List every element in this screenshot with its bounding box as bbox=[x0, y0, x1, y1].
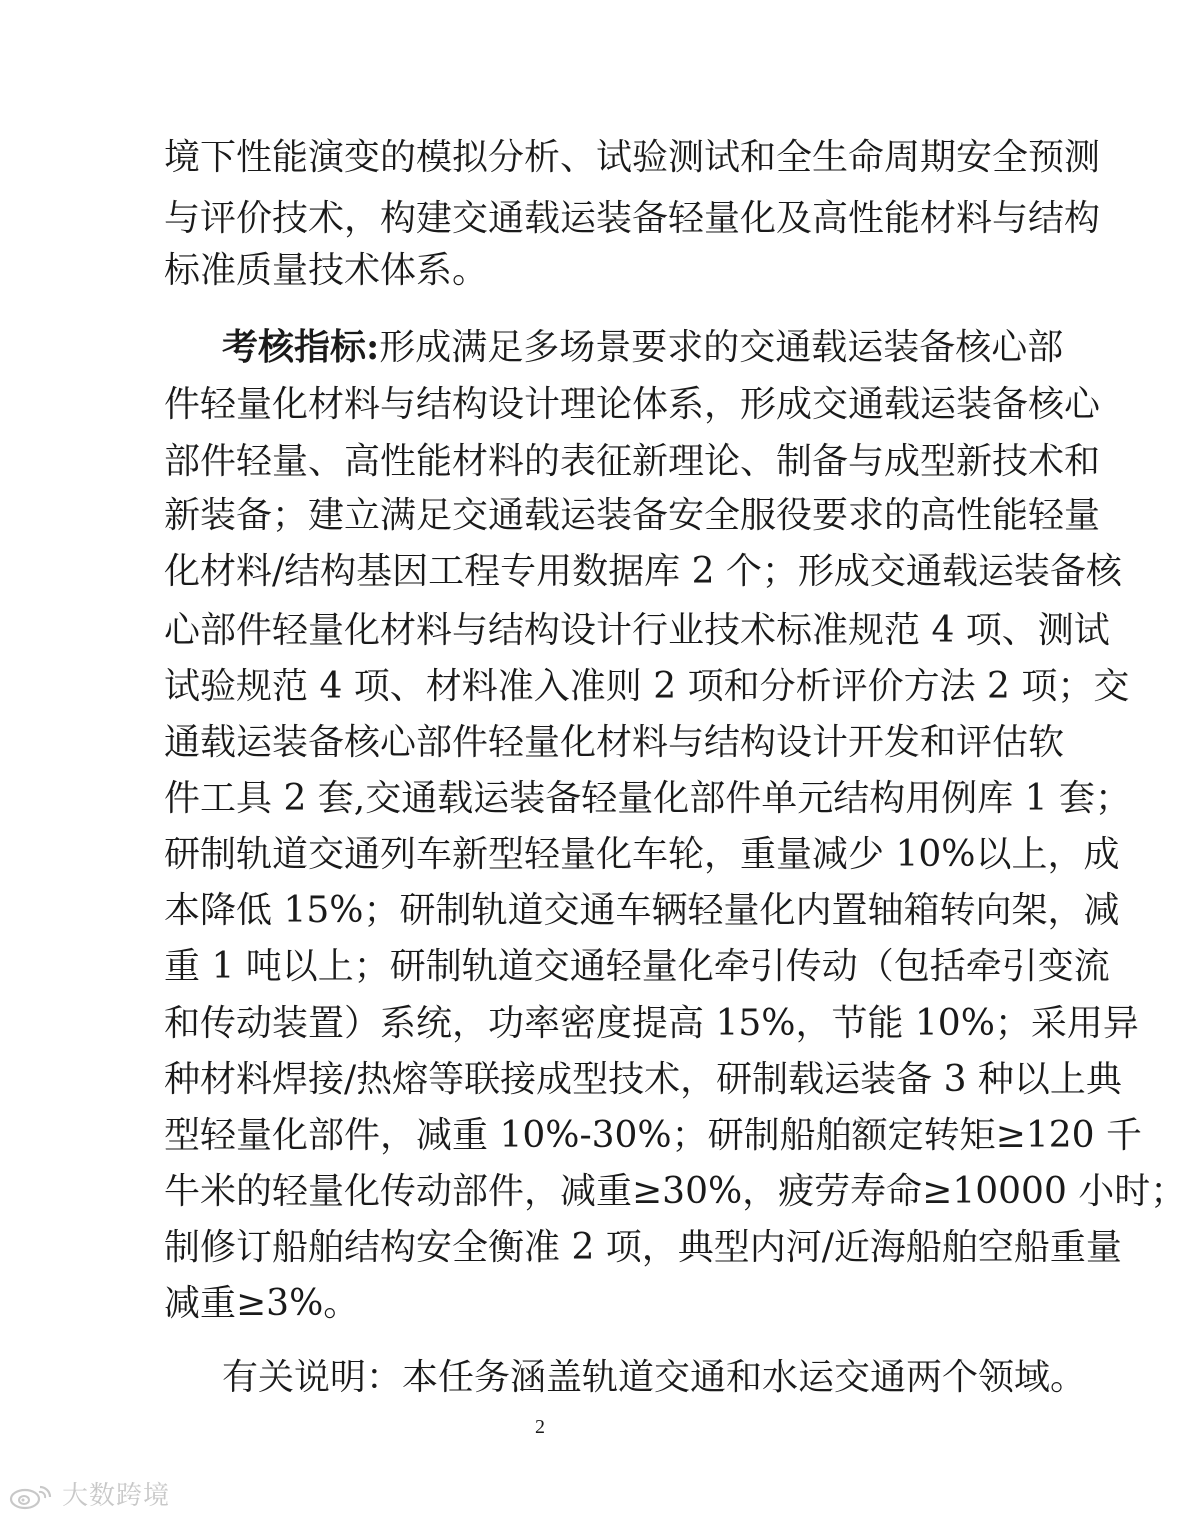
paragraph-line: 牛米的轻量化传动部件，减重≥30%，疲劳寿命≥10000 小时； bbox=[164, 1171, 1186, 1212]
paragraph-line: 型轻量化部件，减重 10%-30%；研制船舶额定转矩≥120 千 bbox=[164, 1115, 1142, 1156]
paragraph-line: 制修订船舶结构安全衡准 2 项，典型内河/近海船舶空船重量 bbox=[164, 1227, 1122, 1268]
paragraph-line: 部件轻量、高性能材料的表征新理论、制备与成型新技术和 bbox=[164, 441, 1101, 482]
watermark bbox=[8, 1478, 170, 1514]
paragraph-line: 件轻量化材料与结构设计理论体系，形成交通载运装备核心 bbox=[164, 384, 1101, 425]
paragraph-line: 新装备；建立满足交通载运装备安全服役要求的高性能轻量 bbox=[164, 495, 1101, 536]
paragraph-line: 和传动装置）系统，功率密度提高 15%，节能 10%；采用异 bbox=[164, 1003, 1139, 1044]
note-paragraph: 有关说明：本任务涵盖轨道交通和水运交通两个领域。 bbox=[222, 1357, 1087, 1398]
indicator-first-line bbox=[222, 326, 1064, 368]
paragraph-line: 心部件轻量化材料与结构设计行业技术标准规范 4 项、测试 bbox=[164, 610, 1110, 651]
weibo-logo-icon bbox=[8, 1481, 56, 1511]
paragraph-line: 重 1 吨以上；研制轨道交通轻量化牵引传动（包括牵引变流 bbox=[164, 946, 1110, 987]
indicator-first-line-text: 形成满足多场景要求的交通载运装备核心部 bbox=[379, 327, 1064, 368]
paragraph-line: 与评价技术，构建交通载运装备轻量化及高性能材料与结构 bbox=[164, 198, 1101, 239]
paragraph-line: 本降低 15%；研制轨道交通车辆轻量化内置轴箱转向架，减 bbox=[164, 890, 1120, 931]
paragraph-line: 件工具 2 套,交通载运装备轻量化部件单元结构用例库 1 套； bbox=[164, 778, 1132, 819]
indicator-heading: 考核指标: bbox=[222, 326, 380, 368]
paragraph-line: 试验规范 4 项、材料准入准则 2 项和分析评价方法 2 项；交 bbox=[164, 666, 1130, 707]
watermark-text: 大数跨境 bbox=[62, 1481, 171, 1511]
paragraph-line: 化材料/结构基因工程专用数据库 2 个；形成交通载运装备核 bbox=[164, 551, 1122, 592]
paragraph-line: 通载运装备核心部件轻量化材料与结构设计开发和评估软 bbox=[164, 722, 1065, 763]
paragraph-line: 标准质量技术体系。 bbox=[164, 250, 489, 291]
paragraph-line: 境下性能演变的模拟分析、试验测试和全生命周期安全预测 bbox=[164, 137, 1101, 178]
paragraph-line: 种材料焊接/热熔等联接成型技术，研制载运装备 3 种以上典 bbox=[164, 1059, 1122, 1100]
paragraph-line: 减重≥3%。 bbox=[164, 1283, 360, 1324]
paragraph-line: 研制轨道交通列车新型轻量化车轮，重量减少 10%以上，成 bbox=[164, 834, 1120, 875]
page-number: 2 bbox=[535, 1416, 545, 1438]
